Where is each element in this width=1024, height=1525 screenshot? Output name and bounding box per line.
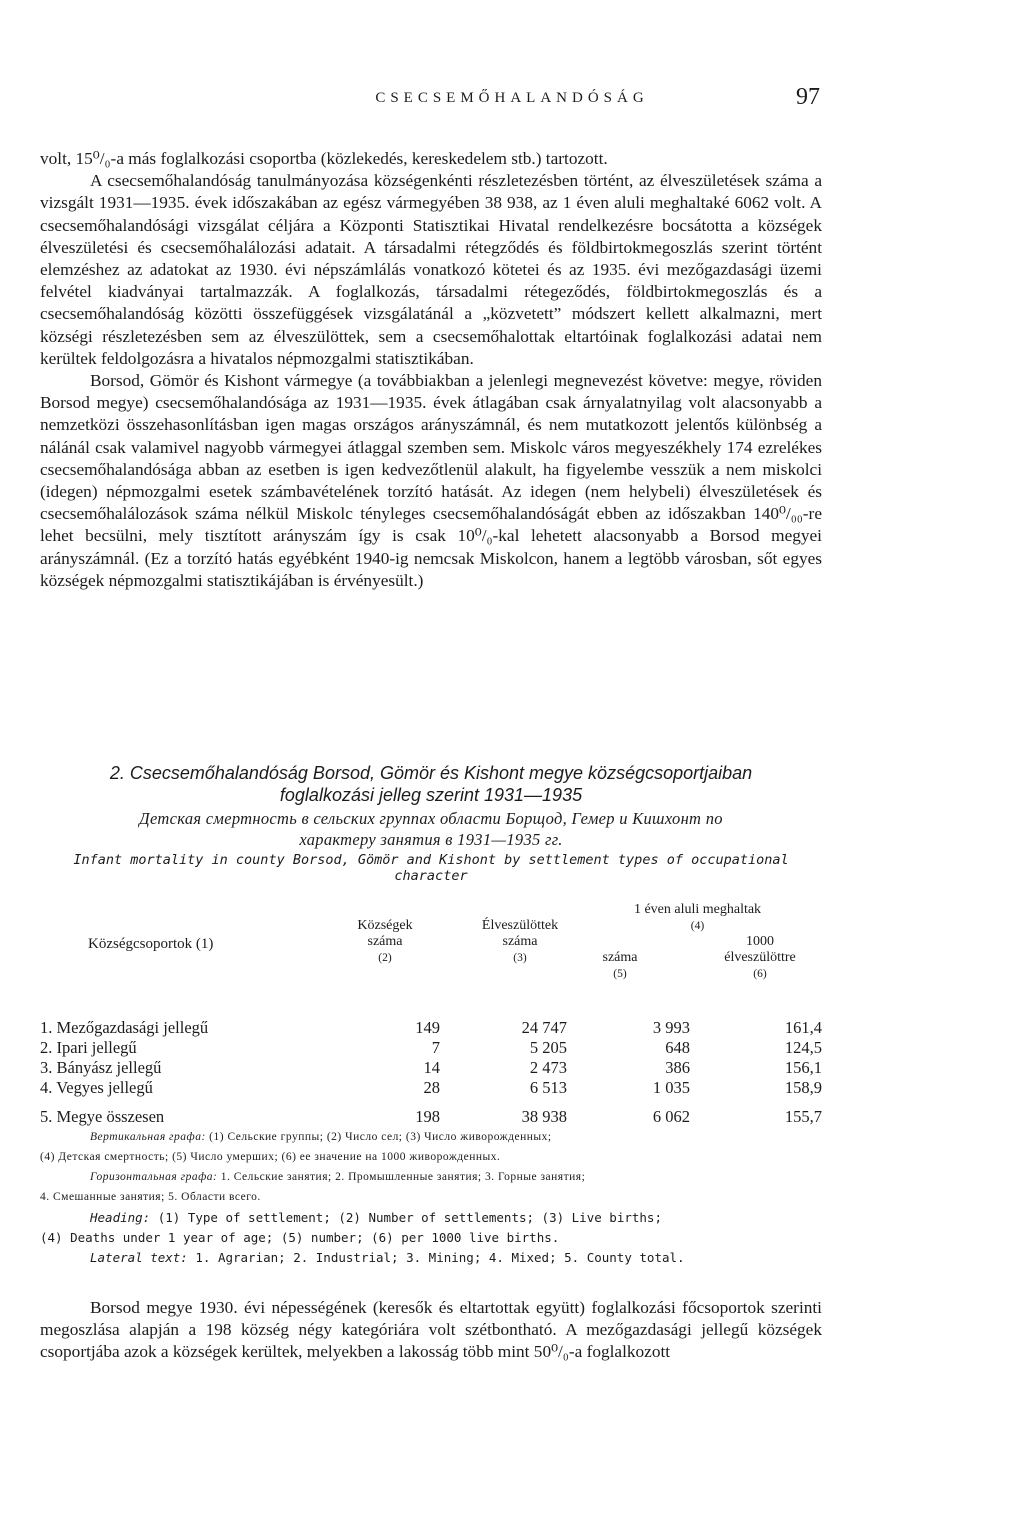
deaths-cell: 648 [665, 1038, 690, 1057]
deaths-cell: 1 035 [652, 1078, 690, 1097]
table-row [40, 1058, 822, 1080]
header-group [590, 902, 805, 934]
note-lead: Lateral text: [90, 1250, 188, 1265]
header-col-5-line-2: élveszülöttre [724, 950, 796, 965]
note-ru-horizontal-1 [90, 1168, 585, 1187]
settlements-cell: 7 [431, 1038, 440, 1057]
caption-en-line-1: Infant mortality in county Borsod, Gömör and Kishont by settlement types of occupational [73, 852, 789, 868]
paragraph-1: volt, 15⁰/₀-a más foglalkozási csoportba (közlekedés, kereskedelem stb.) tartozott. [40, 149, 608, 168]
note-en-heading-1 [90, 1208, 662, 1227]
row-label: 1. Mezőgazdasági jellegű [40, 1018, 209, 1037]
note-ru-vertical-2: (4) Детская смертность; (5) Число умерших; (6) ее значение на 1000 живорожденных. [40, 1151, 501, 1163]
page-number: 97 [796, 84, 820, 110]
note-ru-vertical-1 [90, 1128, 552, 1147]
caption-en-line-2: character [394, 868, 468, 884]
bottom-text [40, 1297, 822, 1363]
table-row [40, 1078, 822, 1100]
deaths-cell: 6 062 [652, 1107, 690, 1126]
settlements-cell: 28 [423, 1078, 440, 1097]
header-col-4-line-1: száma [602, 950, 638, 965]
header-col-3-line-2: száma [502, 934, 538, 949]
paragraph-4: Borsod megye 1930. évi népességének (keresők és eltartottak együtt) foglalkozási főcsoportok szerinti megoszlása alapján a 198 község négy kategóriára volt szétbontható. A mezőgazdasági jellegű községek csoportjába azok a községek kerültek, melyekben a lakosság több mint 50⁰/₀-a foglalkozott [40, 1298, 822, 1361]
live-births-cell: 2 473 [529, 1058, 567, 1077]
note-lead: Heading: [90, 1210, 151, 1225]
live-births-cell: 38 938 [521, 1107, 567, 1126]
header-col-3 [455, 918, 585, 966]
rate-cell: 155,7 [784, 1107, 822, 1126]
caption-ru-line-2: характеру занятия в 1931—1935 гг. [299, 830, 563, 849]
note-ru-horizontal-2: 4. Смешанные занятия; 5. Области всего. [40, 1191, 261, 1203]
live-births-cell: 24 747 [521, 1018, 567, 1037]
settlements-cell: 149 [415, 1018, 440, 1037]
header-col-2-line-1: Községek [357, 918, 413, 933]
table-row [40, 1038, 822, 1060]
table-row [40, 1018, 822, 1040]
header-col-4-number: (5) [613, 968, 627, 980]
rate-cell: 161,4 [784, 1018, 822, 1037]
note-lead: Горизонтальная графа: [90, 1171, 218, 1183]
row-label: 4. Vegyes jellegű [40, 1078, 153, 1097]
note-en-heading-2: (4) Deaths under 1 year of age; (5) number; (6) per 1000 live births. [40, 1230, 560, 1245]
caption-hu-line-1: 2. Csecsemőhalandóság Borsod, Gömör és Kishont megye községcsoportjaiban [109, 763, 753, 783]
header-col-2-line-2: száma [367, 934, 403, 949]
live-births-cell: 6 513 [529, 1078, 567, 1097]
note-lead: Вертикальная графа: [90, 1131, 206, 1143]
header-col-5-number: (6) [753, 968, 767, 980]
note-text: 1. Agrarian; 2. Industrial; 3. Mining; 4. Mixed; 5. County total. [195, 1250, 685, 1265]
header-group-number: (4) [690, 920, 705, 932]
body-text [40, 148, 822, 592]
rate-cell: 156,1 [784, 1058, 822, 1077]
table-caption-english [40, 852, 822, 884]
note-text: (1) Type of settlement; (2) Number of settlements; (3) Live births; [157, 1210, 662, 1225]
header-col-4 [575, 950, 665, 982]
row-label: 2. Ipari jellegű [40, 1038, 137, 1057]
header-col-2-number: (2) [378, 952, 392, 964]
caption-hu-line-2: foglalkozási jelleg szerint 1931—1935 [279, 785, 583, 805]
live-births-cell: 5 205 [529, 1038, 567, 1057]
table-row-total [40, 1107, 822, 1129]
deaths-cell: 386 [665, 1058, 690, 1077]
header-col-5 [695, 934, 825, 982]
header-col-2 [330, 918, 440, 966]
row-label: 5. Megye összesen [40, 1107, 165, 1126]
header-group-title: 1 éven aluli meghaltak [633, 902, 762, 917]
running-header: CSECSEMŐHALANDÓSÁG [375, 90, 649, 106]
header-col-3-line-1: Élveszülöttek [481, 918, 559, 933]
header-col-3-number: (3) [513, 952, 527, 964]
paragraph-2: A csecsemőhalandóság tanulmányozása községenkénti részletezésben történt, az élveszületések száma a vizsgált 1931—1935. évek időszakában az egész vármegyében 38 938, az 1 éven aluli meghaltaké 6062 volt. A csecsemőhalandósági vizsgálat céljára a Központi Statisztikai Hivatal rendelkezésre bocsátotta a községek élveszületési és csecsemőhalálozási adatait. A társadalmi rétegződés és földbirtokmegoszlás szerint történt elemzéshez az adatokat az 1930. évi népszámlálás vonatkozó kötetei és az 1935. évi mezőgazdasági üzemi felvétel kiadványai tartalmazzák. A foglalkozás, társadalmi rétegeződés, földbirtokmegoszlás és a csecsemőhalandóság közötti összefüggések vizsgálatánál a „közvetett” módszert kellett alkalmazni, mert községi részletezésben sem az élveszülöttek, sem a csecsemőhalottak eltartóinak foglalkozási adatai nem kerültek feldolgozásra a hivatalos népmozgalmi statisztikában. [40, 171, 822, 368]
rate-cell: 124,5 [784, 1038, 822, 1057]
note-text: (1) Сельские группы; (2) Число сел; (3) Число живорожденных; [209, 1131, 552, 1143]
rate-cell: 158,9 [784, 1078, 822, 1097]
deaths-cell: 3 993 [652, 1018, 690, 1037]
note-text: 1. Сельские занятия; 2. Промышленные занятия; 3. Горные занятия; [220, 1171, 586, 1183]
caption-ru-line-1: Детская смертность в сельских группах области Борщод, Гемер и Кишхонт по [139, 809, 723, 828]
table-caption-hungarian [40, 762, 822, 806]
header-col-5-line-1: 1000 [746, 934, 774, 949]
table-notes [40, 1128, 822, 1288]
settlements-cell: 14 [423, 1058, 440, 1077]
header-col-1: Községcsoportok (1) [88, 936, 214, 952]
row-label: 3. Bányász jellegű [40, 1058, 162, 1077]
note-en-lateral [90, 1248, 685, 1267]
table-caption-russian [40, 808, 822, 850]
settlements-cell: 198 [415, 1107, 440, 1126]
paragraph-3: Borsod, Gömör és Kishont vármegye (a továbbiakban a jelenlegi megnevezést követve: megye, röviden Borsod megye) csecsemőhalandósága az 1931—1935. évek átlagában csak árnyalatnyilag volt alacsonyabb a nemzetközi összehasonlításban igen magas országos arányszámnál, és nem mutatkozott jelentős különbség a nálánál csak valamivel nagyobb vármegyei átlaggal szemben sem. Miskolc város megyeszékhely 174 ezrelékes csecsemőhalandósága abban az esetben is igen kedvezőtlenül alakult, ha figyelembe vesszük a nem miskolci (idegen) népmozgalmi esetek számbavételének torzító hatását. Az idegen (nem helybeli) élveszületések és csecsemőhalálozások száma nélkül Miskolc tényleges csecsemőhalandóságát ebben az időszakban 140⁰/₀₀-re lehet becsülni, mely tisztított arányszám így is csak 10⁰/₀-kal lehetett alacsonyabb a Borsod megyei arányszámnál. (Ez a torzító hatás egyébként 1940-ig nemcsak Miskolcon, hanem a legtöbb városban, sőt egyes községek népmozgalmi statisztikájában is érvényesült.) [40, 371, 822, 590]
